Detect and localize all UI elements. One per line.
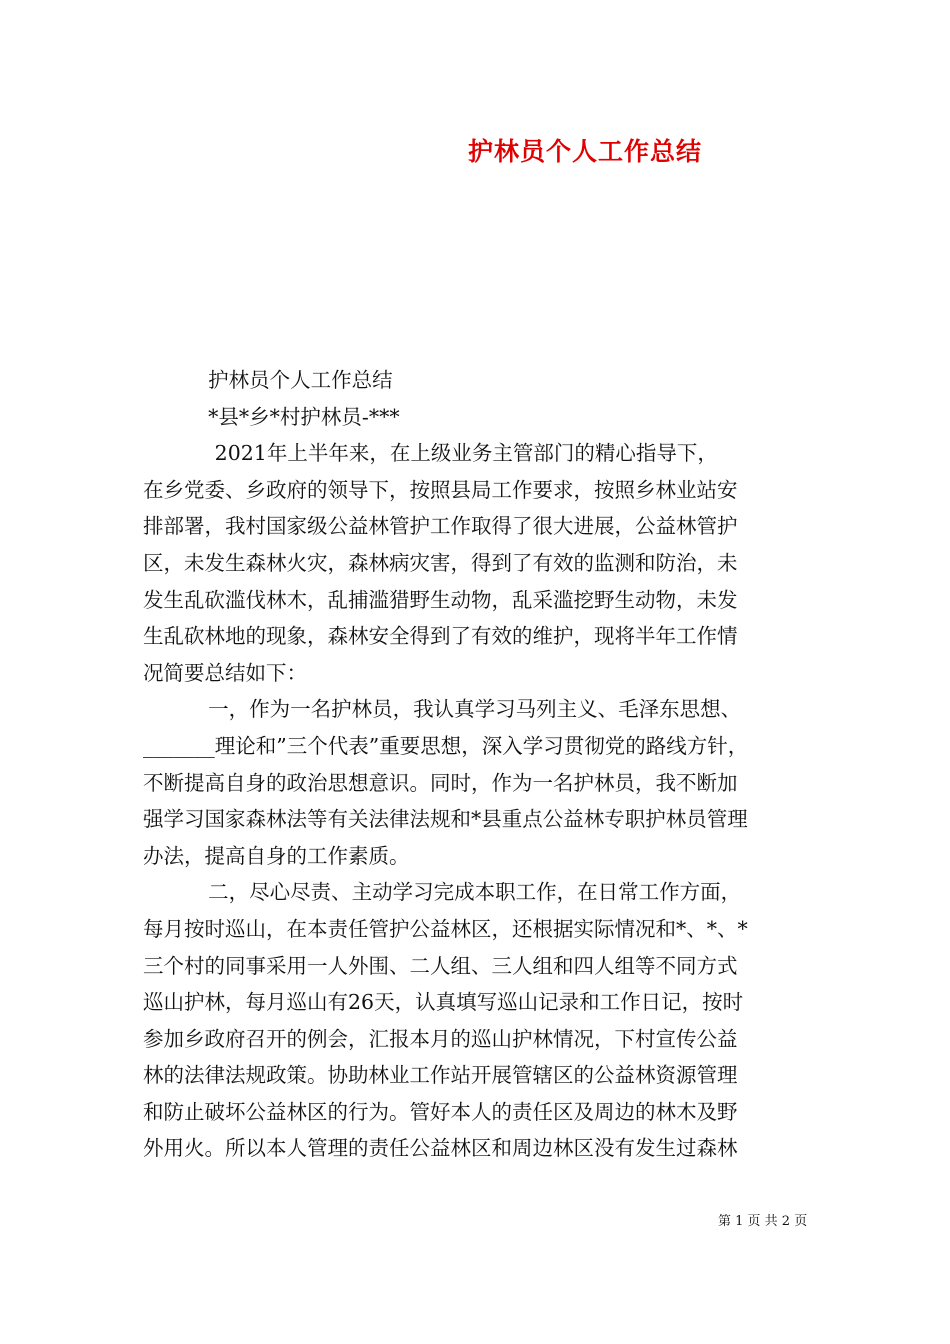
body-line: 不断提高自身的政治思想意识。同时，作为一名护林员，我不断加 — [143, 770, 738, 795]
body-line: 在乡党委、乡政府的领导下，按照县局工作要求，按照乡林业站安 — [143, 477, 738, 502]
body-line: 况简要总结如下： — [143, 660, 307, 685]
body-line: 巡山护林，每月巡山有26天，认真填写巡山记录和工作日记，按时 — [143, 990, 744, 1015]
page-number: 第 1 页 共 2 页 — [718, 1214, 808, 1229]
body-line: 外用火。所以本人管理的责任公益林区和周边林区没有发生过森林 — [143, 1136, 738, 1161]
body-line: 参加乡政府召开的例会，汇报本月的巡山护林情况，下村宣传公益 — [143, 1026, 738, 1051]
body-line: 排部署，我村国家级公益林管护工作取得了很大进展，公益林管护 — [143, 514, 738, 539]
body-line: 生乱砍林地的现象，森林安全得到了有效的维护，现将半年工作情 — [143, 624, 738, 649]
body-line: 2021年上半年来，在上级业务主管部门的精心指导下， — [143, 441, 718, 466]
body-line-subtitle: 护林员个人工作总结 — [143, 368, 393, 392]
body-line: 和防止破坏公益林区的行为。管好本人的责任区及周边的林木及野 — [143, 1099, 738, 1124]
body-line: 办法，提高自身的工作素质。 — [143, 843, 410, 868]
body-line: 发生乱砍滥伐林木，乱捕滥猎野生动物，乱采滥挖野生动物，未发 — [143, 587, 738, 612]
document-title: 护林员个人工作总结 — [468, 137, 703, 166]
body-line: _______理论和”三个代表”重要思想，深入学习贯彻党的路线方针， — [143, 733, 749, 758]
body-line: 林的法律法规政策。协助林业工作站开展管辖区的公益林资源管理 — [143, 1063, 738, 1088]
body-line: 每月按时巡山，在本责任管护公益林区，还根据实际情况和*、*、* — [143, 916, 748, 941]
body-line: 二，尽心尽责、主动学习完成本职工作，在日常工作方面， — [143, 880, 742, 905]
body-line: 三个村的同事采用一人外围、二人组、三人组和四人组等不同方式 — [143, 953, 738, 978]
body-line: 区，未发生森林火灾，森林病灾害，得到了有效的监测和防治，未 — [143, 550, 738, 575]
document-body — [143, 362, 815, 1167]
body-line: 强学习国家森林法等有关法律法规和*县重点公益林专职护林员管理 — [143, 807, 748, 832]
body-line: 一，作为一名护林员，我认真学习马列主义、毛泽东思想、 — [143, 697, 742, 722]
body-line-author: *县*乡*村护林员-*** — [143, 404, 400, 429]
